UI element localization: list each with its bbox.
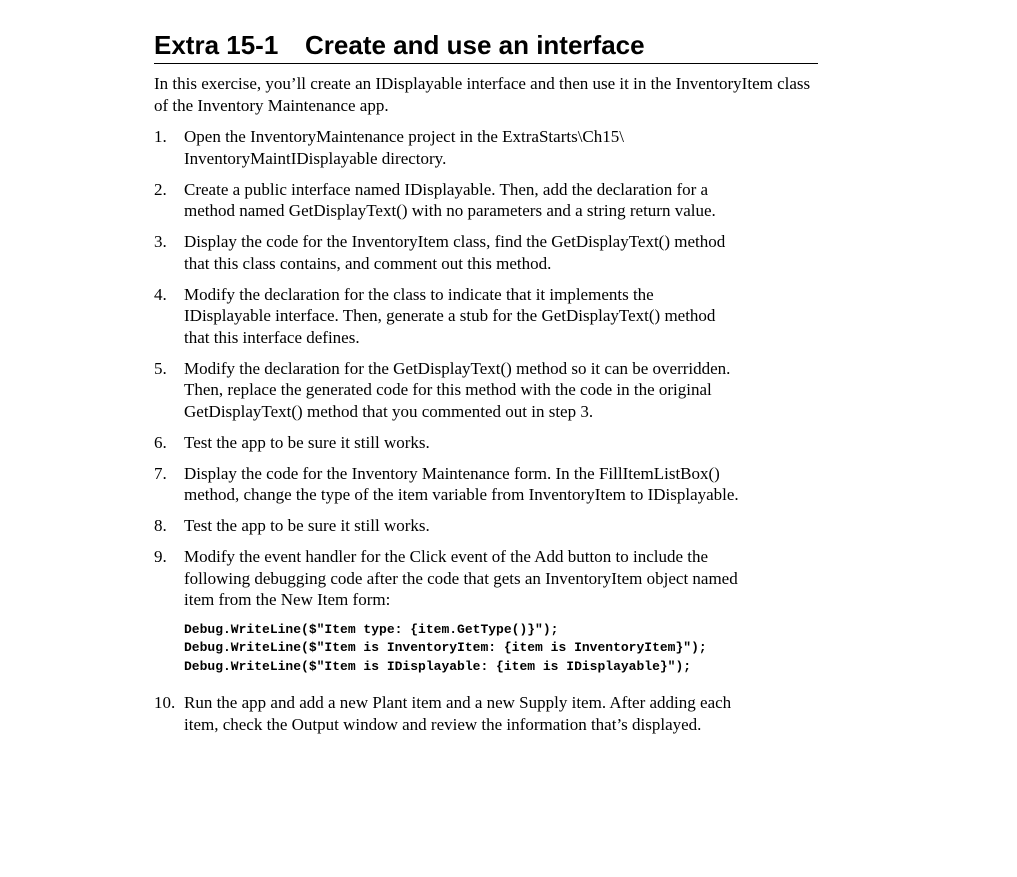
- step-number: 7.: [154, 463, 167, 483]
- step-text: [184, 515, 818, 537]
- intro-paragraph: In this exercise, you’ll create an IDisplayable interface and then use it in the InventoryItem class of the Inventory Maintenance app.: [154, 74, 811, 115]
- code-line: Debug.WriteLine($"Item is IDisplayable: {item is IDisplayable}");: [184, 658, 692, 674]
- exercise-title: Create and use an interface: [305, 30, 645, 60]
- step-item: [154, 515, 818, 537]
- step-line: that this class contains, and comment out this method.: [184, 253, 552, 273]
- step-item: [154, 463, 818, 506]
- step-line: Test the app to be sure it still works.: [184, 516, 430, 535]
- step-line: Open the InventoryMaintenance project in the ExtraStarts\Ch15\: [184, 127, 624, 146]
- step-line: IDisplayable interface. Then, generate a stub for the GetDisplayText() method: [184, 306, 716, 325]
- step-line: method, change the type of the item variable from InventoryItem to IDisplayable.: [184, 485, 739, 504]
- exercise-heading: [154, 28, 818, 64]
- step-line: Run the app and add a new Plant item and a new Supply item. After adding each: [184, 693, 732, 712]
- step-item: [154, 358, 818, 423]
- debug-code-block: [184, 621, 818, 677]
- step-item: [154, 692, 818, 735]
- step-line: Then, replace the generated code for this method with the code in the original: [184, 380, 712, 399]
- step-text: [184, 126, 818, 169]
- step-number: 9.: [154, 547, 167, 566]
- code-line: Debug.WriteLine($"Item is InventoryItem: {item is InventoryItem}");: [184, 640, 707, 655]
- step-line: Modify the event handler for the Click event of the Add button to include the: [184, 547, 709, 566]
- exercise-page: [154, 28, 818, 745]
- step-text: [184, 179, 818, 222]
- step-text: [184, 231, 818, 274]
- step-line: Modify the declaration for the GetDisplayText() method so it can be overridden.: [184, 358, 731, 378]
- step-line: following debugging code after the code that gets an InventoryItem object named: [184, 568, 738, 588]
- step-item: [154, 179, 818, 222]
- step-line: item from the New Item form:: [184, 590, 391, 609]
- step-line: that this interface defines.: [184, 327, 360, 347]
- step-line: method named GetDisplayText() with no parameters and a string return value.: [184, 201, 716, 220]
- step-number: 5.: [154, 358, 167, 378]
- step-line: Modify the declaration for the class to indicate that it implements the: [184, 284, 654, 304]
- exercise-number: Extra 15-1: [154, 30, 279, 60]
- step-line: Display the code for the Inventory Maintenance form. In the FillItemListBox(): [184, 463, 720, 483]
- step-line: InventoryMaintIDisplayable directory.: [184, 148, 447, 168]
- code-line: Debug.WriteLine($"Item type: {item.GetType()}");: [184, 621, 559, 637]
- step-text: [184, 692, 818, 735]
- step-text: [184, 358, 818, 423]
- steps-list: [154, 126, 818, 735]
- step-number: 2.: [154, 179, 167, 199]
- step-item: [154, 284, 818, 349]
- step-text: [184, 284, 818, 349]
- step-text: [184, 432, 818, 454]
- step-item: [154, 126, 818, 169]
- step-item: [154, 231, 818, 274]
- step-text: [184, 463, 818, 506]
- step-number: 10.: [154, 693, 176, 712]
- step-item: [154, 432, 818, 454]
- step-number: 3.: [154, 232, 167, 251]
- step-text: [184, 546, 818, 611]
- step-number: 4.: [154, 284, 167, 304]
- step-line: Create a public interface named IDisplayable. Then, add the declaration for a: [184, 179, 709, 199]
- step-item: [154, 546, 818, 611]
- step-number: 6.: [154, 432, 167, 452]
- step-line: Display the code for the InventoryItem class, find the GetDisplayText() method: [184, 232, 726, 251]
- step-line: Test the app to be sure it still works.: [184, 432, 430, 452]
- step-line: GetDisplayText() method that you commented out in step 3.: [184, 401, 594, 421]
- step-number: 8.: [154, 516, 167, 535]
- step-line: item, check the Output window and review the information that’s displayed.: [184, 714, 702, 734]
- step-number: 1.: [154, 127, 167, 146]
